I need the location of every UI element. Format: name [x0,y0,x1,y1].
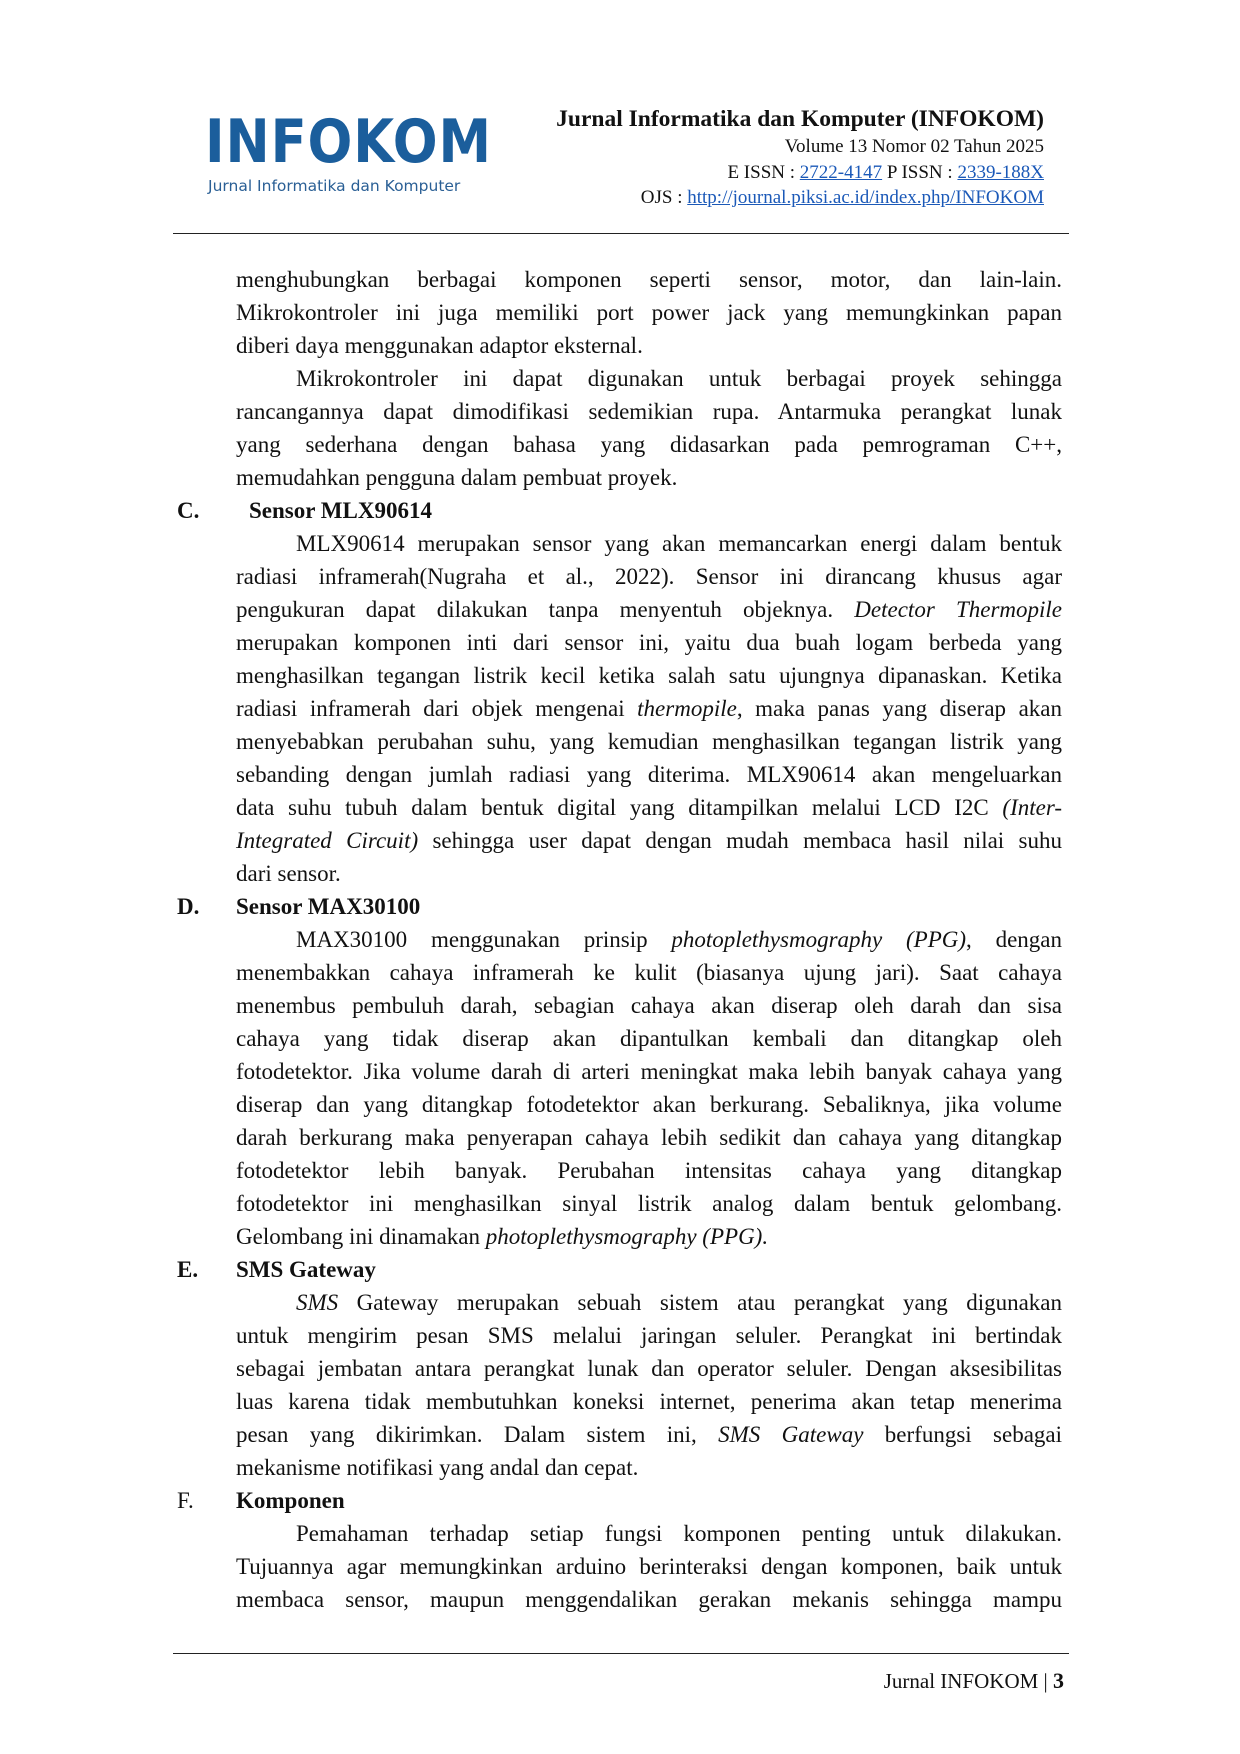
journal-title: Jurnal Informatika dan Komputer (INFOKOM) [556,106,1044,132]
eissn-label: E ISSN : [727,161,800,183]
paragraph-intro [236,263,1062,362]
paragraph-section-e [236,1286,1062,1484]
italic-term: (Inter- [1002,795,1062,820]
section-title: SMS Gateway [236,1257,376,1282]
italic-term: Detector Thermopile [854,597,1063,622]
text-line: dari sensor. [236,861,341,886]
text-line: fotodetektor lebih banyak. Perubahan intensitas cahaya yang ditangkap [236,1158,1062,1183]
eissn-link[interactable]: 2722-4147 [799,161,883,183]
ojs-link[interactable]: http://journal.piksi.ac.id/index.php/INFOKOM [687,187,1044,208]
section-heading-c [0,494,1240,527]
text-run: radiasi inframerah dari objek mengenai [236,696,625,721]
text-line: darah berkurang maka penyerapan cahaya lebih sedikit dan cahaya yang ditangkap [236,1125,1062,1150]
header-divider [173,233,1069,234]
text-line: mekanisme notifikasi yang andal dan cepat. [236,1455,639,1480]
text-line [236,1418,1062,1451]
text-line: menembakkan cahaya inframerah ke kulit (biasanya ujung jari). Saat cahaya [236,960,1062,985]
text-run: sehingga user dapat dengan mudah membaca hasil nilai suhu [432,828,1062,853]
text-line: sebagai jembatan antara perangkat lunak dan operator seluler. Dengan aksesibilitas [236,1356,1062,1381]
section-title: Komponen [236,1488,345,1513]
text-line: Mikrokontroler ini dapat digunakan untuk berbagai proyek sehingga [296,366,1062,391]
footer-divider [173,1653,1069,1654]
journal-info [556,104,1044,211]
text-line: Pemahaman terhadap setiap fungsi komponen penting untuk dilakukan. [296,1521,1062,1546]
text-run: data suhu tubuh dalam bentuk digital yang ditampilkan melalui LCD I2C [236,795,989,820]
text-line: menghasilkan tegangan listrik kecil ketika salah satu ujungnya dipanaskan. Ketika [236,663,1062,688]
section-heading-e [0,1253,1240,1286]
text-line: fotodetektor ini menghasilkan sinyal listrik analog dalam bentuk gelombang. [236,1191,1062,1216]
issn-line [556,160,1044,186]
logo-tagline: Jurnal Informatika dan Komputer [208,177,461,195]
text-run: MAX30100 menggunakan prinsip [296,927,648,952]
text-line: menyebabkan perubahan suhu, yang kemudian menghasilkan tegangan listrik yang [236,729,1062,754]
page-number: 3 [1053,1668,1064,1693]
italic-term: SMS [296,1290,339,1315]
text-line: sebanding dengan jumlah radiasi yang diterima. MLX90614 akan mengeluarkan [236,762,1062,787]
text-line [236,923,1062,956]
page-body [0,263,1240,1616]
text-run: berfungsi sebagai [884,1422,1063,1447]
italic-term: SMS Gateway [718,1422,864,1447]
text-line: radiasi inframerah(Nugraha et al., 2022). Sensor ini dirancang khusus agar [236,564,1062,589]
page-footer [884,1668,1064,1694]
section-marker: F. [177,1488,194,1513]
pissn-link[interactable]: 2339-188X [957,161,1044,183]
paragraph-intro-2 [236,362,1062,494]
text-line [236,824,1062,857]
journal-volume: Volume 13 Nomor 02 Tahun 2025 [784,136,1044,157]
text-line: yang sederhana dengan bahasa yang didasarkan pada pemrograman C++, [236,432,1062,457]
text-run: Gateway merupakan sebuah sistem atau perangkat yang digunakan [356,1290,1063,1315]
text-line: untuk mengirim pesan SMS melalui jaringan seluler. Perangkat ini bertindak [236,1323,1062,1348]
italic-term: thermopile [637,696,737,721]
journal-logo [205,107,492,202]
logo-wordmark: INFOKOM [205,107,492,177]
paragraph-section-c [236,527,1062,890]
text-line: membaca sensor, maupun menggendalikan gerakan mekanis sehingga mampu [236,1587,1062,1612]
section-marker: D. [177,894,200,919]
section-heading-f [0,1484,1240,1517]
italic-term: photoplethysmography (PPG) [671,927,967,952]
section-title: Sensor MLX90614 [249,498,432,523]
text-line: MLX90614 merupakan sensor yang akan memancarkan energi dalam bentuk [296,531,1062,556]
section-marker: C. [177,498,200,523]
text-run: Gelombang ini dinamakan [236,1224,480,1249]
text-line: luas karena tidak membutuhkan koneksi internet, penerima akan tetap menerima [236,1389,1062,1414]
section-marker: E. [177,1257,199,1282]
section-heading-d [0,890,1240,923]
italic-term: photoplethysmography (PPG). [485,1224,769,1249]
italic-term: Integrated Circuit) [236,828,419,853]
ojs-label: OJS : [640,187,688,208]
ojs-line [556,185,1044,211]
pissn-label: P ISSN : [882,161,958,183]
text-line [236,791,1062,824]
text-line: menembus pembuluh darah, sebagian cahaya akan diserap oleh darah dan sisa [236,993,1062,1018]
text-line: fotodetektor. Jika volume darah di arteri meningkat maka lebih banyak cahaya yang [236,1059,1062,1084]
text-line: Tujuannya agar memungkinkan arduino berinteraksi dengan komponen, baik untuk [236,1554,1062,1579]
section-title: Sensor MAX30100 [236,894,421,919]
text-line: rancangannya dapat dimodifikasi sedemikian rupa. Antarmuka perangkat lunak [236,399,1062,424]
text-line: memudahkan pengguna dalam pembuat proyek. [236,465,678,490]
text-run: , maka panas yang diserap akan [736,696,1063,721]
text-line [236,593,1062,626]
text-line: diserap dan yang ditangkap fotodetektor akan berkurang. Sebaliknya, jika volume [236,1092,1062,1117]
text-run: pesan yang dikirimkan. Dalam sistem ini, [236,1422,697,1447]
footer-journal-label: Jurnal INFOKOM | [883,1669,1053,1693]
text-line [236,692,1062,725]
text-line [236,1286,1062,1319]
text-line: cahaya yang tidak diserap akan dipantulkan kembali dan ditangkap oleh [236,1026,1062,1051]
text-line: merupakan komponen inti dari sensor ini, yaitu dua buah logam berbeda yang [236,630,1062,655]
text-line: Mikrokontroler ini juga memiliki port power jack yang memungkinkan papan [236,300,1062,325]
text-line: menghubungkan berbagai komponen seperti sensor, motor, dan lain-lain. [236,267,1062,292]
paragraph-section-d [236,923,1062,1253]
text-run: pengukuran dapat dilakukan tanpa menyentuh objeknya. [236,597,834,622]
text-line [236,1220,1062,1253]
text-line: diberi daya menggunakan adaptor eksternal. [236,333,643,358]
text-run: , dengan [966,927,1062,952]
paragraph-section-f [236,1517,1062,1616]
